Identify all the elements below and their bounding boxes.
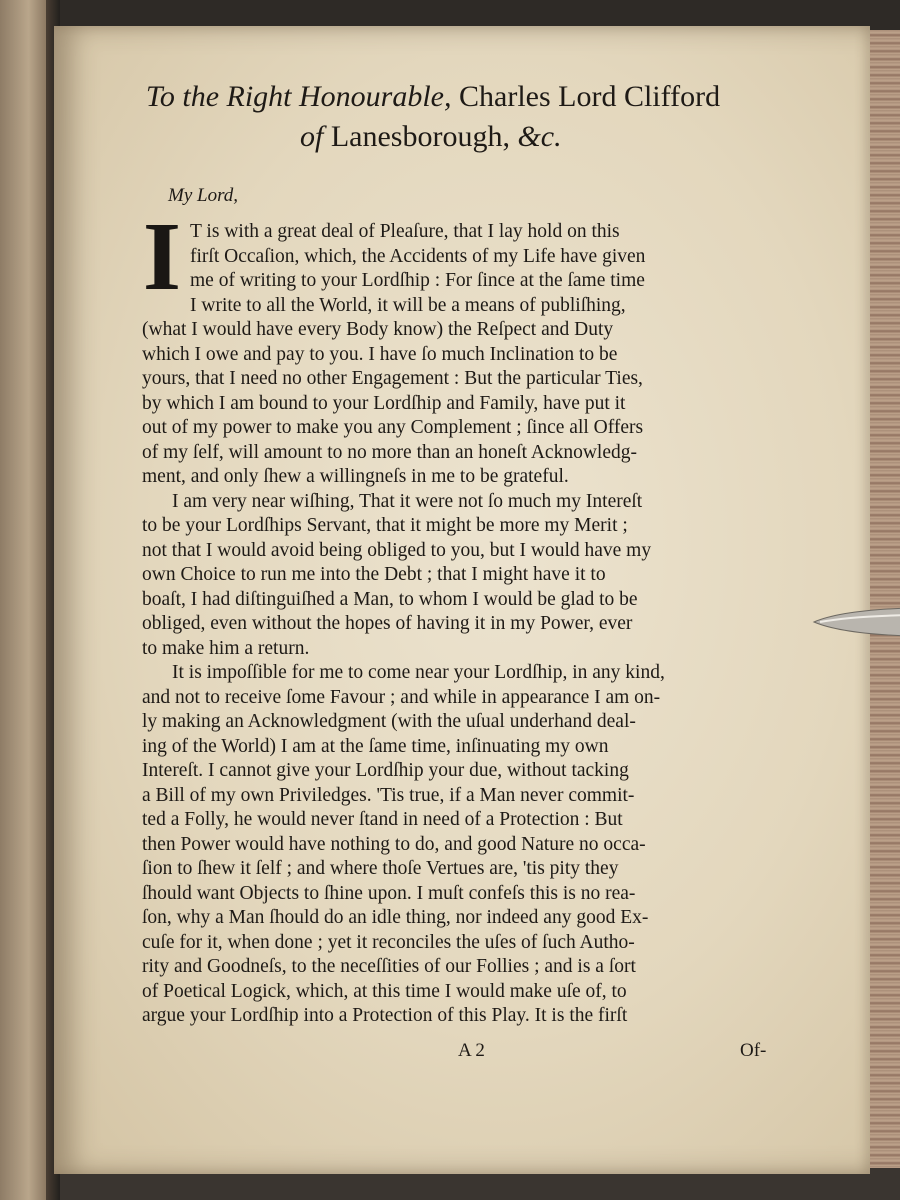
text-line: ſion to ſhew it ſelf ; and where thoſe Vertues are, 'tis pity they bbox=[142, 858, 619, 879]
title-dedicatee-name: Charles Lord Clifford bbox=[459, 80, 721, 113]
dedication-title-line2 bbox=[300, 120, 630, 154]
text-line: ſon, why a Man ſhould do an idle thing, nor indeed any good Ex- bbox=[142, 907, 649, 928]
text-line: It is impoſſible for me to come near your Lordſhip, in any kind, bbox=[172, 662, 665, 683]
text-line: firſt Occaſion, which, the Accidents of my Life have given bbox=[190, 245, 646, 267]
text-line: T is with a great deal of Pleaſure, that I lay hold on this bbox=[190, 221, 620, 242]
text-line: of my ſelf, will amount to no more than an honeſt Acknowledg- bbox=[142, 441, 637, 463]
text-line: ted a Folly, he would never ſtand in need of a Protection : But bbox=[142, 809, 623, 830]
text-line: I am very near wiſhing, That it were not ſo much my Intereſt bbox=[172, 490, 643, 512]
title-dedication-phrase: To the Right Honourable, bbox=[145, 80, 452, 113]
right-page-edges bbox=[866, 30, 900, 1170]
text-line: a Bill of my own Priviledges. 'Tis true, if a Man never commit- bbox=[142, 784, 635, 806]
text-line: obliged, even without the hopes of having it in my Power, ever bbox=[142, 613, 633, 634]
text-line: of Poetical Logick, which, at this time I would make uſe of, to bbox=[142, 980, 627, 1002]
letter-opener-blade bbox=[812, 602, 900, 642]
drop-cap-letter: I bbox=[142, 203, 182, 311]
title-etc: &c. bbox=[517, 120, 562, 153]
text-line: ment, and only ſhew a willingneſs in me to be grateful. bbox=[142, 466, 569, 487]
dedication-title bbox=[88, 80, 778, 114]
text-line: and not to receive ſome Favour ; and while in appearance I am on- bbox=[142, 686, 661, 708]
catchword: Of- bbox=[740, 1040, 767, 1061]
left-page-edge bbox=[0, 0, 52, 1200]
text-line: argue your Lordſhip into a Protection of this Play. It is the firſt bbox=[142, 1005, 628, 1026]
text-line: ly making an Acknowledgment (with the uſual underhand deal- bbox=[142, 711, 636, 732]
text-line: (what I would have every Body know) the Reſpect and Duty bbox=[142, 319, 614, 340]
text-line: which I owe and pay to you. I have ſo much Inclination to be bbox=[142, 343, 618, 365]
text-line: own Choice to run me into the Debt ; that I might have it to bbox=[142, 564, 606, 585]
text-line: cuſe for it, when done ; yet it reconciles the uſes of ſuch Autho- bbox=[142, 931, 635, 953]
text-line: by which I am bound to your Lordſhip and Family, have put it bbox=[142, 392, 626, 414]
text-line: out of my power to make you any Complement ; ſince all Offers bbox=[142, 417, 644, 438]
text-line: Intereſt. I cannot give your Lordſhip your due, without tacking bbox=[142, 760, 629, 781]
text-line: to be your Lordſhips Servant, that it might be more my Merit ; bbox=[142, 515, 628, 536]
salutation: My Lord, bbox=[168, 185, 239, 206]
text-line: yours, that I need no other Engagement : But the particular Ties, bbox=[142, 368, 643, 389]
text-line: boaſt, I had diſtinguiſhed a Man, to whom I would be glad to be bbox=[142, 588, 638, 610]
signature-mark: A 2 bbox=[458, 1040, 485, 1061]
title-of: of bbox=[300, 120, 324, 153]
text-line: ing of the World) I am at the ſame time, inſinuating my own bbox=[142, 735, 609, 757]
dedication-body bbox=[142, 220, 782, 1029]
text-line: I write to all the World, it will be a means of publiſhing, bbox=[190, 294, 626, 316]
text-line: ſhould want Objects to ſhine upon. I muſt confeſs this is no rea- bbox=[142, 882, 636, 904]
text-line: to make him a return. bbox=[142, 637, 310, 659]
text-line: then Power would have nothing to do, and good Nature no occa- bbox=[142, 833, 646, 855]
text-line: me of writing to your Lordſhip : For ſince at the ſame time bbox=[190, 270, 645, 291]
title-place: Lanesborough, bbox=[330, 120, 510, 153]
text-line: not that I would avoid being obliged to you, but I would have my bbox=[142, 539, 652, 561]
text-line: rity and Goodneſs, to the neceſſities of our Follies ; and is a ſort bbox=[142, 956, 636, 977]
